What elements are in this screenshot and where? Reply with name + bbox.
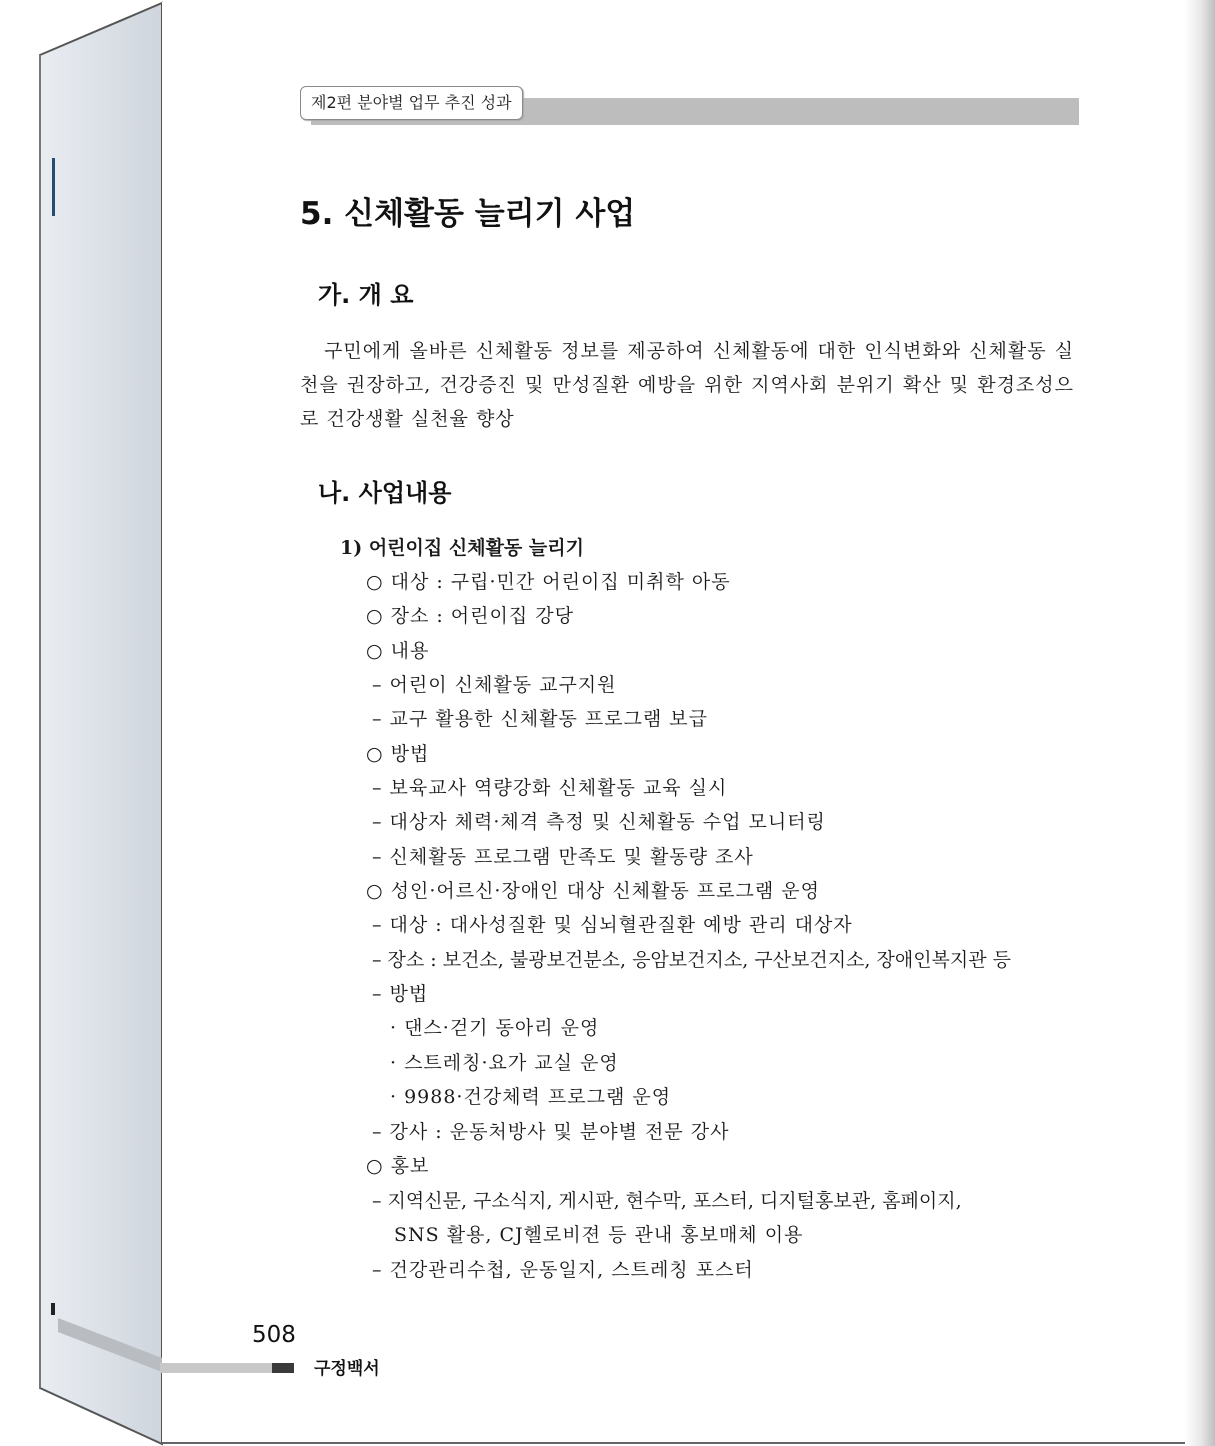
list-item: – 신체활동 프로그램 만족도 및 활동량 조사 bbox=[372, 846, 754, 868]
list-item: – 보육교사 역량강화 신체활동 교육 실시 bbox=[372, 777, 728, 799]
list-item: SNS 활용, CJ헬로비젼 등 관내 홍보매체 이용 bbox=[394, 1224, 804, 1246]
chapter-tab: 제2편 분야별 업무 추진 성과 bbox=[300, 86, 523, 120]
list-item: ○ 방법 bbox=[366, 743, 430, 765]
list-item: – 대상자 체력·체격 측정 및 신체활동 수업 모니터링 bbox=[372, 811, 826, 833]
list-item: – 지역신문, 구소식지, 게시판, 현수막, 포스터, 디지털홍보관, 홈페이지, bbox=[372, 1190, 962, 1212]
list-item: · 댄스·걷기 동아리 운영 bbox=[390, 1017, 600, 1039]
footer-bar-accent bbox=[272, 1363, 294, 1373]
list-item: – 방법 bbox=[372, 983, 429, 1005]
footer-label: 구정백서 bbox=[314, 1359, 380, 1379]
section-b-heading: 나. 사업내용 bbox=[318, 479, 452, 507]
list-item: ○ 장소 : 어린이집 강당 bbox=[366, 605, 574, 627]
page-number: 508 bbox=[252, 1322, 296, 1348]
list-item: – 어린이 신체활동 교구지원 bbox=[372, 674, 617, 696]
list-item: – 교구 활용한 신체활동 프로그램 보급 bbox=[372, 708, 709, 730]
list-item: ○ 대상 : 구립·민간 어린이집 미취학 아동 bbox=[366, 571, 731, 593]
footer-bar bbox=[160, 1363, 272, 1373]
list-item: · 스트레칭·요가 교실 운영 bbox=[390, 1052, 619, 1074]
list-item: ○ 홍보 bbox=[366, 1155, 430, 1177]
list-item: – 강사 : 운동처방사 및 분야별 전문 강사 bbox=[372, 1121, 730, 1143]
list-item: – 대상 : 대사성질환 및 심뇌혈관질환 예방 관리 대상자 bbox=[372, 914, 853, 936]
section-a-heading: 가. 개 요 bbox=[318, 281, 414, 309]
page-edge-shadow bbox=[1185, 0, 1215, 1446]
subsection-heading: 1) 어린이집 신체활동 늘리기 bbox=[340, 537, 584, 559]
list-item: · 9988·건강체력 프로그램 운영 bbox=[390, 1086, 672, 1108]
list-item: ○ 성인·어르신·장애인 대상 신체활동 프로그램 운영 bbox=[366, 880, 820, 902]
list-item: – 건강관리수첩, 운동일지, 스트레칭 포스터 bbox=[372, 1259, 754, 1281]
overview-paragraph: 구민에게 올바른 신체활동 정보를 제공하여 신체활동에 대한 인식변화와 신체활동 실천을 권장하고, 건강증진 및 만성질환 예방을 위한 지역사회 분위기 확산 및 환경조성으로 건강생활 실천율 향상 bbox=[300, 340, 1074, 430]
list-item: ○ 내용 bbox=[366, 640, 430, 662]
list-item: – 장소 : 보건소, 불광보건분소, 응암보건지소, 구산보건지소, 장애인복지관 등 bbox=[372, 949, 1011, 971]
page-title: 5. 신체활동 늘리기 사업 bbox=[300, 196, 636, 232]
